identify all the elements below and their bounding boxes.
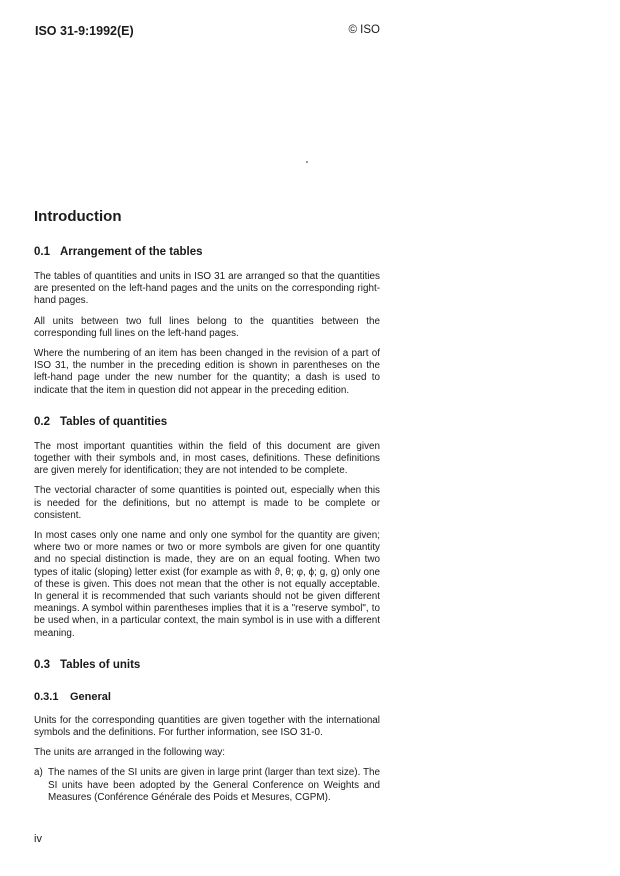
spacer xyxy=(34,405,380,415)
list-item xyxy=(34,767,380,804)
spacer xyxy=(34,648,380,658)
standard-id: ISO 31-9:1992(E) xyxy=(35,24,134,38)
section-number: 0.3 xyxy=(34,658,50,671)
section-title: General xyxy=(70,690,111,703)
section-number: 0.3.1 xyxy=(34,690,59,703)
copyright-mark: © ISO xyxy=(348,24,380,36)
paragraph: In most cases only one name and only one symbol for the quantity are given; where two or more names or two or more symbols are given for one quantity and no special distinction is made, they are on an equal footing. When two types of italic (sloping) letter exist (for example as with ϑ, θ; φ, ϕ; g, g) only one of these is given. This does not mean that the other is not equally acceptable. In general it is recommended that such variants should not be given different meanings. A symbol within parentheses implies that it is a "reserve symbol", to be used when, in a particular context, the main symbol is in use with a different meaning. xyxy=(34,530,380,639)
paragraph: Where the numbering of an item has been changed in the revision of a part of ISO 31, the number in the preceding edition is shown in parentheses on the left-hand page under the new number for the quantity; a dash is used to indicate that the item in question did not appear in the preceding edition. xyxy=(34,348,380,396)
list-marker: a) xyxy=(34,767,43,779)
paragraph: The most important quantities within the field of this document are given together with their symbols and, in most cases, definitions. These definitions are given merely for identification; they are not intended to be complete. xyxy=(34,440,380,477)
section-0-3-heading xyxy=(34,658,380,672)
section-title: Tables of units xyxy=(60,658,141,671)
introduction-title: Introduction xyxy=(34,208,122,225)
section-number: 0.1 xyxy=(34,246,50,258)
scan-speck xyxy=(306,161,308,163)
section-title: Tables of quantities xyxy=(60,415,168,428)
document-body xyxy=(34,207,380,804)
page-header xyxy=(35,24,380,40)
section-0-3-1-heading xyxy=(34,690,380,704)
paragraph: The vectorial character of some quantities is pointed out, especially when this is needed for the definitions, but no attempt is made to be complete or consistent. xyxy=(34,485,380,521)
list-item-text: The names of the SI units are given in large print (larger than text size). The SI units have been adopted by the General Conference on Weights and Measures (Conférence Générale des Poids et Mesures, CGPM). xyxy=(48,767,380,803)
paragraph: All units between two full lines belong to the quantities between the corresponding full lines on the left-hand pages. xyxy=(34,315,380,339)
page-number: iv xyxy=(34,833,42,845)
paragraph: The tables of quantities and units in ISO 31 are arranged so that the quantities are presented on the left-hand pages and the units on the corresponding right-hand pages. xyxy=(34,271,380,307)
section-number: 0.2 xyxy=(34,415,50,428)
section-0-1-heading xyxy=(34,245,380,259)
paragraph: Units for the corresponding quantities are given together with the international symbols and the definitions. For further information, see ISO 31-0. xyxy=(34,714,380,739)
section-title: Arrangement of the tables xyxy=(60,246,203,258)
paragraph: The units are arranged in the following way: xyxy=(34,747,226,759)
section-0-2-heading xyxy=(34,415,380,429)
